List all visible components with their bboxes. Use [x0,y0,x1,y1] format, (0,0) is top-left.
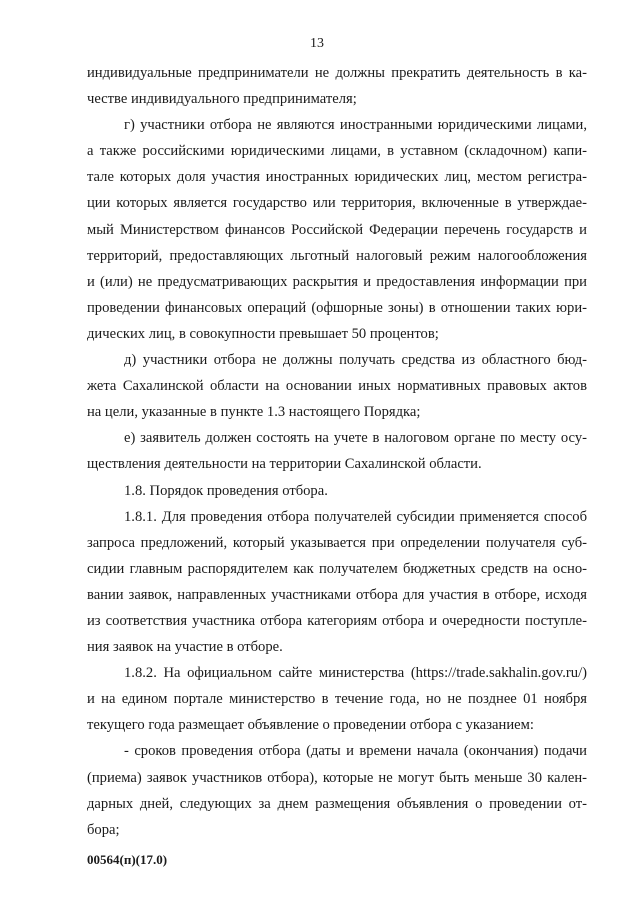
document-body [87,60,587,843]
text-line: мый Министерством финансов Российской Федерации перечень государств и [87,221,587,238]
page-number: 13 [310,36,324,51]
footer-document-code: 00564(п)(17.0) [87,852,168,867]
text-line: вании заявок, направленных участниками отбора для участия в отборе, исходя [87,586,587,603]
text-line: и (или) не предусматривающих раскрытия и предоставления информации при [87,273,587,290]
text-line: и на едином портале министерство в течение года, но не позднее 01 ноября [87,691,587,708]
text-line: а также российскими юридическими лицами, в уставном (складочном) капи- [87,143,587,160]
text-line: дарных дней, следующих за днем размещения объявления о проведении от- [87,795,587,812]
text-line: из соответствия участника отбора категориям отбора и очередности поступле- [87,612,587,629]
text-line: ции которых является государство или территория, включенные в утверждае- [87,195,587,212]
text-line: (приема) заявок участников отбора), которые не могут быть меньше 30 кален- [87,769,587,786]
text-line: ществления деятельности на территории Сахалинской области. [87,456,482,473]
text-line: - сроков проведения отбора (даты и времени начала (окончания) подачи [124,743,587,760]
text-line: ния заявок на участие в отборе. [87,639,283,656]
text-line: честве индивидуального предпринимателя; [87,91,357,108]
text-line: 1.8. Порядок проведения отбора. [124,482,328,499]
text-line: индивидуальные предприниматели не должны прекратить деятельность в ка- [87,65,587,81]
text-line: дических лиц, в совокупности превышает 50 процентов; [87,325,439,342]
text-line: запроса предложений, который указывается при определении получателя суб- [87,534,587,551]
text-line: текущего года размещает объявление о проведении отбора с указанием: [87,717,534,734]
text-line: г) участники отбора не являются иностранными юридическими лицами, [124,117,587,134]
text-line: 1.8.2. На официальном сайте министерства (https://trade.sakhalin.gov.ru/) [124,665,587,682]
text-line: 1.8.1. Для проведения отбора получателей субсидии применяется способ [124,508,587,525]
text-line: территорий, предоставляющих льготный налоговый режим налогообложения [87,247,587,264]
text-line: бора; [87,821,120,838]
text-line: проведении финансовых операций (офшорные зоны) в отношении таких юри- [87,299,587,316]
text-line: на цели, указанные в пункте 1.3 настоящего Порядка; [87,404,421,421]
text-line: жета Сахалинской области на основании иных нормативных правовых актов [87,378,587,395]
text-line: д) участники отбора не должны получать средства из областного бюд- [124,352,587,369]
text-line: сидии главным распорядителем как получателем бюджетных средств на осно- [87,560,587,577]
text-line: е) заявитель должен состоять на учете в налоговом органе по месту осу- [124,430,587,447]
text-line: тале которых доля участия иностранных юридических лиц, местом регистра- [87,169,587,186]
